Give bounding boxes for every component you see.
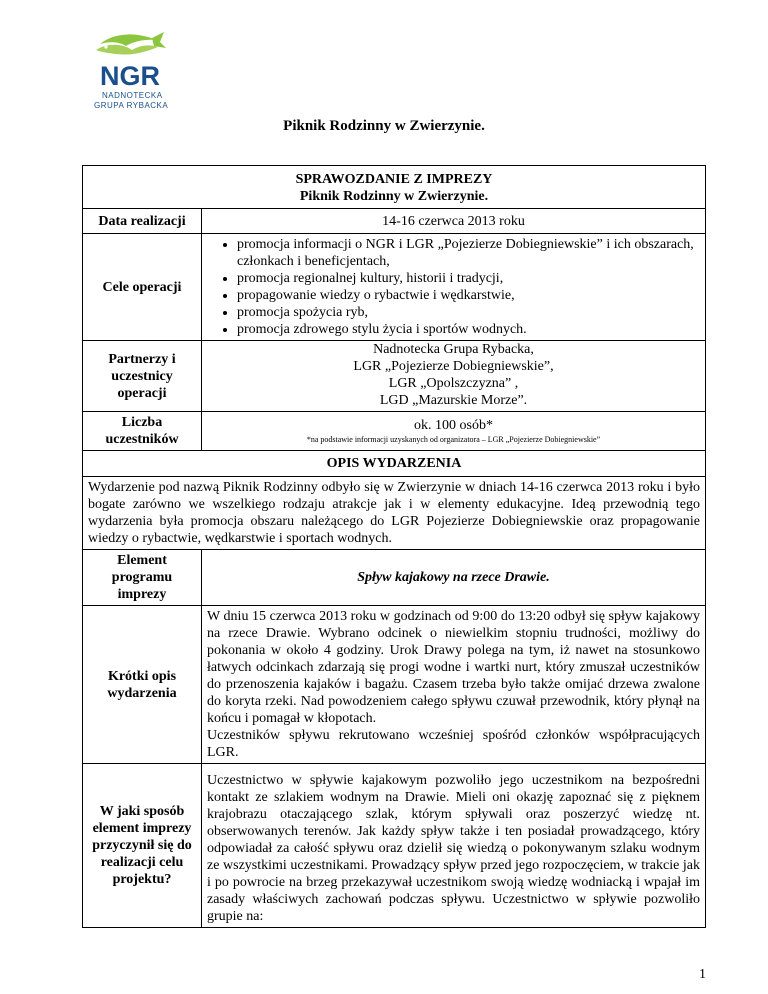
partner-item: LGR „Pojezierze Dobiegniewskie”,	[353, 359, 554, 374]
date-label: Data realizacji	[83, 209, 202, 234]
report-table	[82, 165, 706, 928]
partner-item: LGD „Mazurskie Morze”.	[379, 393, 528, 408]
page-number: 1	[699, 967, 706, 982]
partners-label: Partnerzy i uczestnicy operacji	[83, 341, 202, 412]
participants-note: *na podstawie informacji uzyskanych od organizatora – LGR „Pojezierze Dobiegniewskie”	[306, 435, 601, 444]
goal-item: • promocja spożycia ryb,	[237, 304, 700, 321]
report-header-cell	[83, 166, 706, 209]
short-desc-paragraph: W dniu 15 czerwca 2013 roku w godzinach od 9:00 do 13:20 odbył się spływ kajakowy na rzece Drawie. Wybrano odcinek o niewielkim stopniu trudności, możliwy do pokonania w około 4 godziny. Urok Drawy polega na tym, iż nawet na stosunkowo łatwych odcinkach zdarzają się progi wodne i wartki nurt, który zmuszał uczestników do przenoszenia kajaków i bagażu. Czasem trzeba było także omijać drzewa zwalone do koryta rzeki. Nad powodzeniem całego spływu czuwał przewodnik, który płynął na końcu i pomagał w kłopotach.	[207, 609, 700, 726]
goals-list	[207, 236, 700, 338]
partners-value	[202, 341, 706, 412]
description-text: Wydarzenie pod nazwą Piknik Rodzinny odbyło się w Zwierzynie w dniach 14-16 czerwca 2013 roku i było bogate zarówno we wszelkiego rodzaju atrakcje jak i w elementy edukacyjne. Ideą przewodnią tego wydarzenia była promocja obszaru należącego do LGR Pojezierze Dobiegniewskie oraz propagowanie wiedzy o rybactwie, wędkarstwie i sportach wodnych.	[83, 477, 706, 550]
short-desc-value	[202, 606, 706, 764]
goal-item: • promocja regionalnej kultury, historii i tradycji,	[237, 270, 700, 287]
short-desc-label: Krótki opis wydarzenia	[83, 606, 202, 764]
svg-text:NGR: NGR	[100, 61, 160, 91]
element-value: Spływ kajakowy na rzece Drawie.	[202, 550, 706, 606]
description-heading: OPIS WYDARZENIA	[83, 451, 706, 477]
svg-text:NADNOTECKA: NADNOTECKA	[102, 91, 163, 100]
goal-item: • promocja zdrowego stylu życia i sportów wodnych.	[237, 321, 700, 338]
date-value: 14-16 czerwca 2013 roku	[202, 209, 706, 234]
element-label: Element programu imprezy	[83, 550, 202, 606]
goal-item: • promocja informacji o NGR i LGR „Pojezierze Dobiegniewskie” i ich obszarach, członkach i beneficjentach,	[237, 236, 700, 270]
short-desc-paragraph: Uczestników spływu rekrutowano wcześniej spośród członków współpracujących LGR.	[207, 728, 700, 760]
report-heading: SPRAWOZDANIE Z IMPREZY	[295, 172, 493, 187]
goals-label: Cele operacji	[83, 234, 202, 341]
participants-label: Liczba uczestników	[83, 412, 202, 451]
ngr-logo	[86, 28, 182, 114]
goal-item: • propagowanie wiedzy o rybactwie i wędkarstwie,	[237, 287, 700, 304]
contribution-value: Uczestnictwo w spływie kajakowym pozwoliło jego uczestnikom na bezpośredni kontakt ze szlakiem wodnym na Drawie. Mieli oni okazję zapoznać się z pięknem krajobrazu otaczającego szlak, którym spływali oraz poszerzyć wiedzę nt. obserwowanych terenów. Jak każdy spływ także i ten posiadał prowadzącego, który odpowiadał za całość spływu oraz dzielił się wiedzą o pokonywanym szlaku wodnym ze wszystkimi uczestnikami. Prowadzący spływ przed jego rozpoczęciem, w trakcie jak i po powrocie na brzeg przekazywał uczestnikom swoją wiedzę wodniacką i wpajał im zasady właściwych zachowań podczas spływu. Uczestnictwo w spływie pozwoliło grupie na:	[202, 764, 706, 928]
participants-value-cell	[202, 412, 706, 451]
report-subheading: Piknik Rodzinny w Zwierzynie.	[299, 189, 489, 204]
document-title: Piknik Rodzinny w Zwierzynie.	[283, 118, 485, 134]
partner-item: Nadnotecka Grupa Rybacka,	[373, 342, 534, 357]
participants-value: ok. 100 osób*	[414, 418, 493, 433]
contribution-label: W jaki sposób element imprezy przyczynił się do realizacji celu projektu?	[83, 764, 202, 928]
partner-item: LGR „Opolszczyzna” ,	[388, 376, 519, 391]
fish-logo-icon	[86, 28, 182, 114]
goals-value	[202, 234, 706, 341]
svg-text:GRUPA RYBACKA: GRUPA RYBACKA	[94, 101, 169, 110]
